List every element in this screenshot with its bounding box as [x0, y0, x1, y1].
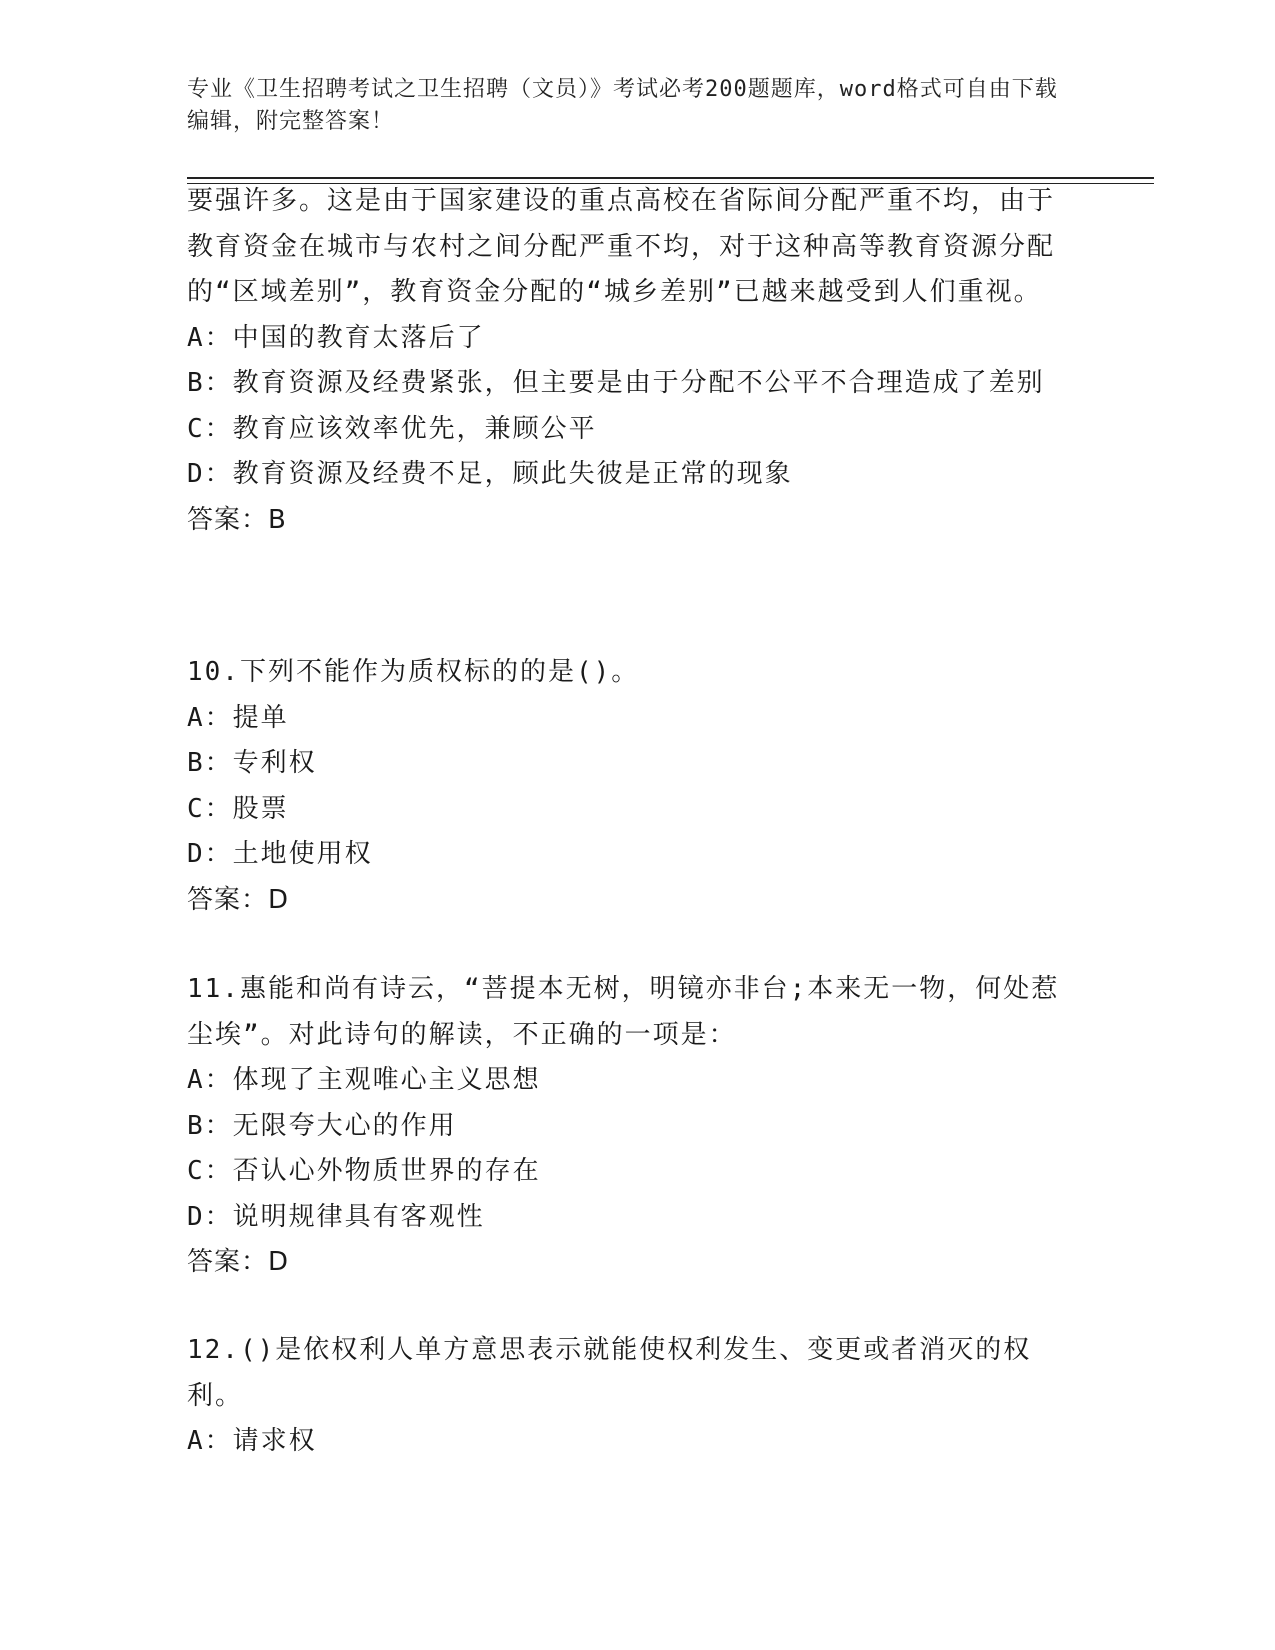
option-c: C：教育应该效率优先，兼顾公平 [187, 413, 597, 444]
option-d: D：说明规律具有客观性 [187, 1201, 485, 1232]
option-a: A：中国的教育太落后了 [187, 322, 485, 353]
option-d: D：教育资源及经费不足，顾此失彼是正常的现象 [187, 459, 793, 489]
answer-label: 答案：B [187, 504, 287, 535]
option-b: B：教育资源及经费紧张，但主要是由于分配不公平不合理造成了差别 [187, 368, 1045, 398]
question-text: 12.()是依权利人单方意思表示就能使权利发生、变更或者消灭的权利。 [187, 1335, 1032, 1411]
question-11 [187, 967, 1067, 1286]
question-text: 要强许多。这是由于国家建设的重点高校在省际间分配严重不均，由于教育资金在城市与农村之间分配严重不均，对于这种高等教育资源分配的“区域差别”，教育资金分配的“城乡差别”已越来越受到人们重视。 [187, 186, 1056, 307]
option-b: B：专利权 [187, 748, 317, 778]
document-header: 专业《卫生招聘考试之卫生招聘（文员）》考试必考200题题库，word格式可自由下载编辑，附完整答案！ [187, 77, 1058, 134]
question-12 [187, 1328, 1067, 1465]
answer-label: 答案：D [187, 884, 290, 915]
question-text: 10.下列不能作为质权标的的是()。 [187, 657, 640, 687]
option-a: A：提单 [187, 702, 289, 733]
option-c: C：股票 [187, 793, 289, 824]
option-d: D：土地使用权 [187, 839, 373, 869]
question-text: 11.惠能和尚有诗云，“菩提本无树，明镜亦非台;本来无一物，何处惹尘埃”。对此诗句的解读，不正确的一项是： [187, 974, 1060, 1050]
option-b: B：无限夸大心的作用 [187, 1110, 457, 1141]
question-10 [187, 650, 1067, 923]
answer-label: 答案：D [187, 1247, 290, 1277]
option-c: C：否认心外物质世界的存在 [187, 1156, 541, 1186]
question-continued [187, 179, 1067, 543]
option-a: A：体现了主观唯心主义思想 [187, 1065, 541, 1095]
option-a: A：请求权 [187, 1426, 317, 1456]
